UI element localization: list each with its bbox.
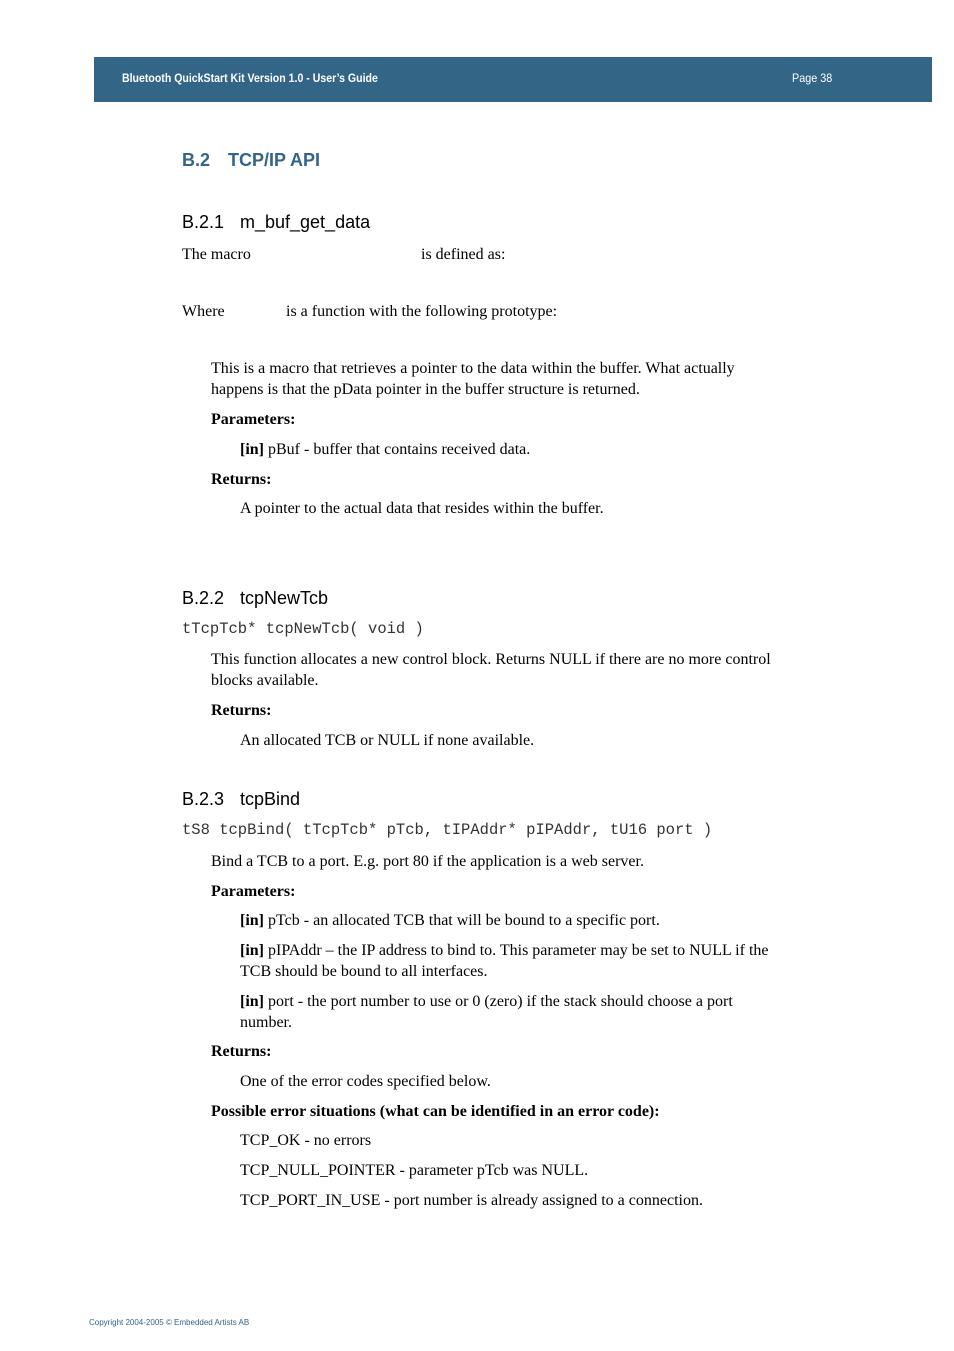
error-code-item: TCP_NULL_POINTER - parameter pTcb was NULL. bbox=[240, 1162, 589, 1179]
returns-text: An allocated TCB or NULL if none available. bbox=[240, 732, 535, 749]
param-direction: [in] bbox=[240, 441, 264, 458]
param-text: pTcb - an allocated TCB that will be bound to a specific port. bbox=[264, 912, 660, 929]
page-header bbox=[94, 57, 932, 102]
param-direction: [in] bbox=[240, 993, 264, 1010]
description-line: happens is that the pData pointer in the buffer structure is returned. bbox=[211, 381, 640, 398]
parameters-label: Parameters: bbox=[211, 883, 296, 900]
function-signature: tS8 tcpBind( tTcpTcb* pTcb, tIPAddr* pIPAddr, tU16 port ) bbox=[182, 821, 713, 839]
returns-label: Returns: bbox=[211, 471, 272, 488]
subsection-title: tcpBind bbox=[240, 789, 301, 809]
errors-label: Possible error situations (what can be identified in an error code): bbox=[211, 1103, 660, 1120]
returns-text: A pointer to the actual data that resides within the buffer. bbox=[240, 500, 604, 517]
copyright-footer: Copyright 2004-2005 © Embedded Artists AB bbox=[89, 1318, 250, 1327]
description-line: This is a macro that retrieves a pointer to the data within the buffer. What actually bbox=[211, 360, 735, 377]
subsection-number: B.2.3 bbox=[182, 789, 225, 809]
subsection-title: m_buf_get_data bbox=[240, 212, 371, 232]
param-text: pIPAddr – the IP address to bind to. This parameter may be set to NULL if the bbox=[264, 942, 769, 959]
param-text-cont: number. bbox=[240, 1014, 292, 1031]
where-text: Where bbox=[182, 303, 225, 320]
section-number: B.2 bbox=[182, 150, 211, 170]
description-line: This function allocates a new control block. Returns NULL if there are no more control bbox=[211, 651, 771, 668]
subsection-heading-tcpnewtcb bbox=[182, 588, 328, 609]
macro-intro-text-cont: is defined as: bbox=[421, 246, 506, 263]
param-direction: [in] bbox=[240, 942, 264, 959]
page-number: Page 38 bbox=[792, 71, 833, 85]
param-direction: [in] bbox=[240, 912, 264, 929]
param-text: pBuf - buffer that contains received data. bbox=[264, 441, 531, 458]
document-title: Bluetooth QuickStart Kit Version 1.0 - User’s Guide bbox=[122, 71, 378, 85]
description-text: Bind a TCB to a port. E.g. port 80 if the application is a web server. bbox=[211, 853, 644, 870]
param-text: port - the port number to use or 0 (zero) if the stack should choose a port bbox=[264, 993, 733, 1010]
subsection-number: B.2.1 bbox=[182, 212, 225, 232]
description-line: blocks available. bbox=[211, 672, 319, 689]
subsection-title: tcpNewTcb bbox=[240, 588, 329, 608]
macro-intro-text: The macro bbox=[182, 246, 251, 263]
parameter-item bbox=[240, 991, 733, 1012]
subsection-heading-tcpbind bbox=[182, 789, 300, 810]
returns-text: One of the error codes specified below. bbox=[240, 1073, 491, 1090]
error-code-item: TCP_OK - no errors bbox=[240, 1132, 372, 1149]
error-code-item: TCP_PORT_IN_USE - port number is already assigned to a connection. bbox=[240, 1192, 703, 1209]
parameter-item bbox=[240, 940, 769, 961]
parameter-item bbox=[240, 439, 530, 460]
subsection-number: B.2.2 bbox=[182, 588, 225, 608]
subsection-heading-m-buf-get-data bbox=[182, 212, 370, 233]
returns-label: Returns: bbox=[211, 1043, 272, 1060]
param-text-cont: TCB should be bound to all interfaces. bbox=[240, 963, 488, 980]
parameter-item bbox=[240, 910, 660, 931]
section-title: TCP/IP API bbox=[228, 150, 321, 170]
returns-label: Returns: bbox=[211, 702, 272, 719]
section-heading bbox=[182, 150, 320, 171]
function-signature: tTcpTcb* tcpNewTcb( void ) bbox=[182, 620, 424, 638]
where-text-cont: is a function with the following prototype: bbox=[286, 303, 558, 320]
parameters-label: Parameters: bbox=[211, 411, 296, 428]
